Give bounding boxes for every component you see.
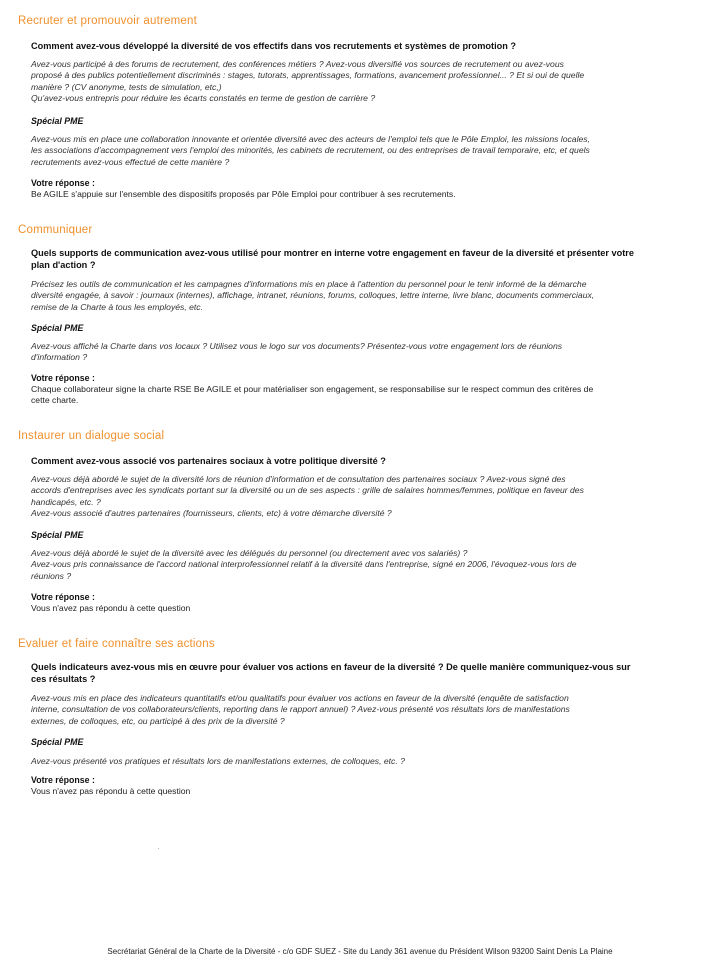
special-pme-text xyxy=(31,756,691,767)
hint-line: remise de la Charte à tous les employés, etc. xyxy=(31,301,203,312)
hint-text xyxy=(31,693,691,727)
answer-text xyxy=(31,189,691,200)
special-pme-label: Spécial PME xyxy=(31,530,84,540)
answer-line: Be AGILE s'appuie sur l'ensemble des dispositifs proposés par Pôle Emploi pour contribuer à ses recrutements. xyxy=(31,189,456,199)
answer-line: Chaque collaborateur signe la charte RSE Be AGILE et pour matérialiser son engagement, se responsabilise sur le respect commun des critères de xyxy=(31,384,594,394)
special-pme-text xyxy=(31,548,691,582)
hint-line: externes, de colloques, etc, ou participé à des prix de la diversité ? xyxy=(31,715,285,726)
question: Comment avez-vous associé vos partenaires sociaux à votre politique diversité ? xyxy=(31,456,386,466)
special-line: réunions ? xyxy=(31,570,72,581)
question-line: Quels indicateurs avez-vous mis en œuvre pour évaluer vos actions en faveur de la diversité ? De quelle manière communiquez-vous sur xyxy=(31,662,631,672)
section-title: Recruter et promouvoir autrement xyxy=(18,15,197,27)
hint-line: Avez-vous mis en place des indicateurs quantitatifs et/ou qualitatifs pour évaluer vos actions en faveur de la diversité (enquête de satisfaction xyxy=(31,693,569,703)
hint-text xyxy=(31,59,691,105)
section-title: Evaluer et faire connaître ses actions xyxy=(18,638,215,650)
hint-text xyxy=(31,474,691,520)
answer-label: Votre réponse : xyxy=(31,373,95,383)
hint-line: Avez-vous associé d'autres partenaires (fournisseurs, clients, etc) à votre démarche diversité ? xyxy=(31,508,392,519)
special-pme-text xyxy=(31,341,691,364)
question xyxy=(31,661,691,685)
special-pme-label: Spécial PME xyxy=(31,737,84,747)
answer-text xyxy=(31,786,691,797)
special-line: Avez-vous présenté vos pratiques et résultats lors de manifestations externes, de colloques, etc. ? xyxy=(31,756,405,766)
answer-label: Votre réponse : xyxy=(31,592,95,602)
special-pme-text xyxy=(31,134,691,168)
section-title: Communiquer xyxy=(18,224,93,236)
page-footer: Secrétariat Général de la Charte de la Diversité - c/o GDF SUEZ - Site du Landy 361 avenue du Président Wilson 93200 Saint Denis La Plaine xyxy=(107,947,613,956)
answer-label: Votre réponse : xyxy=(31,178,95,188)
hint-line: Précisez les outils de communication et les campagnes d'informations mis en place à l'attention du personnel pour le tenir informé de la démarche xyxy=(31,279,587,289)
hint-text xyxy=(31,279,691,313)
question-line: Quels supports de communication avez-vous utilisé pour montrer en interne votre engagement en faveur de la diversité et présenter votre xyxy=(31,248,634,258)
hint-line: diversité engagée, à savoir : journaux (internes), affichage, intranet, réunions, forums, colloques, lettre interne, livre blanc, documents commerciaux, xyxy=(31,290,595,301)
answer-text xyxy=(31,603,691,614)
special-line: d'information ? xyxy=(31,352,88,363)
question-line: plan d'action ? xyxy=(31,260,96,270)
special-line: Avez-vous mis en place une collaboration innovante et orientée diversité avec des acteurs de l'emploi tels que le Pôle Emploi, les missions locales, xyxy=(31,134,590,144)
hint-line: proposé à des publics potentiellement discriminés : stages, tutorats, apprentissages, formations, avancement professionnel... ? Et si oui de quelle xyxy=(31,70,585,81)
hint-line: Avez-vous participé à des forums de recrutement, des conférences métiers ? Avez-vous diversifié vos sources de recrutement ou avez-vous xyxy=(31,59,564,69)
answer-label: Votre réponse : xyxy=(31,775,95,785)
special-line: Avez-vous déjà abordé le sujet de la diversité avec les délégués du personnel (ou directement avec vos salariés) ? xyxy=(31,548,468,558)
hint-line: Avez-vous déjà abordé le sujet de la diversité lors de réunion d'information et de consultation des partenaires sociaux ? Avez-vous signé des xyxy=(31,474,566,484)
answer-line: Vous n'avez pas répondu à cette question xyxy=(31,786,191,796)
special-line: les associations d'accompagnement vers l'emploi des minorités, les cabinets de recrutement, ou des entreprises de travail temporaire, etc, et quels xyxy=(31,145,590,156)
answer-line: cette charte. xyxy=(31,395,79,406)
answer-text xyxy=(31,384,691,407)
hint-line: interne, consultation de vos collaborateurs/clients, reporting dans le rapport annuel) ? Avez-vous présenté vos résultats lors de manifestations xyxy=(31,704,570,715)
special-pme-label: Spécial PME xyxy=(31,323,84,333)
special-line: Avez-vous pris connaissance de l'accord national interprofessionnel relatif à la diversité dans l'entreprise, signé en 2006, l'évoquez-vous lors de xyxy=(31,559,577,570)
special-line: Avez-vous affiché la Charte dans vos locaux ? Utilisez vous le logo sur vos documents? Présentez-vous votre engagement lors de réunions xyxy=(31,341,563,351)
hint-line: handicapés, etc. ? xyxy=(31,496,101,507)
hint-line: accords d'entreprises avec les syndicats portant sur la diversité ou un de ses aspects : grille de salaires hommes/femmes, politique en faveur des xyxy=(31,485,584,496)
answer-line: Vous n'avez pas répondu à cette question xyxy=(31,603,191,613)
question xyxy=(31,247,691,271)
hint-line: Qu'avez-vous entrepris pour réduire les écarts constatés en terme de gestion de carrière ? xyxy=(31,93,376,104)
section-title: Instaurer un dialogue social xyxy=(18,430,165,442)
hint-line: manière ? (CV anonyme, tests de simulation, etc,) xyxy=(31,81,222,92)
scan-speck xyxy=(158,848,159,849)
special-line: recrutements avez-vous effectué de cette manière ? xyxy=(31,156,230,167)
question-line: ces résultats ? xyxy=(31,674,96,684)
special-pme-label: Spécial PME xyxy=(31,116,84,126)
question: Comment avez-vous développé la diversité de vos effectifs dans vos recrutements et systèmes de promotion ? xyxy=(31,41,517,51)
